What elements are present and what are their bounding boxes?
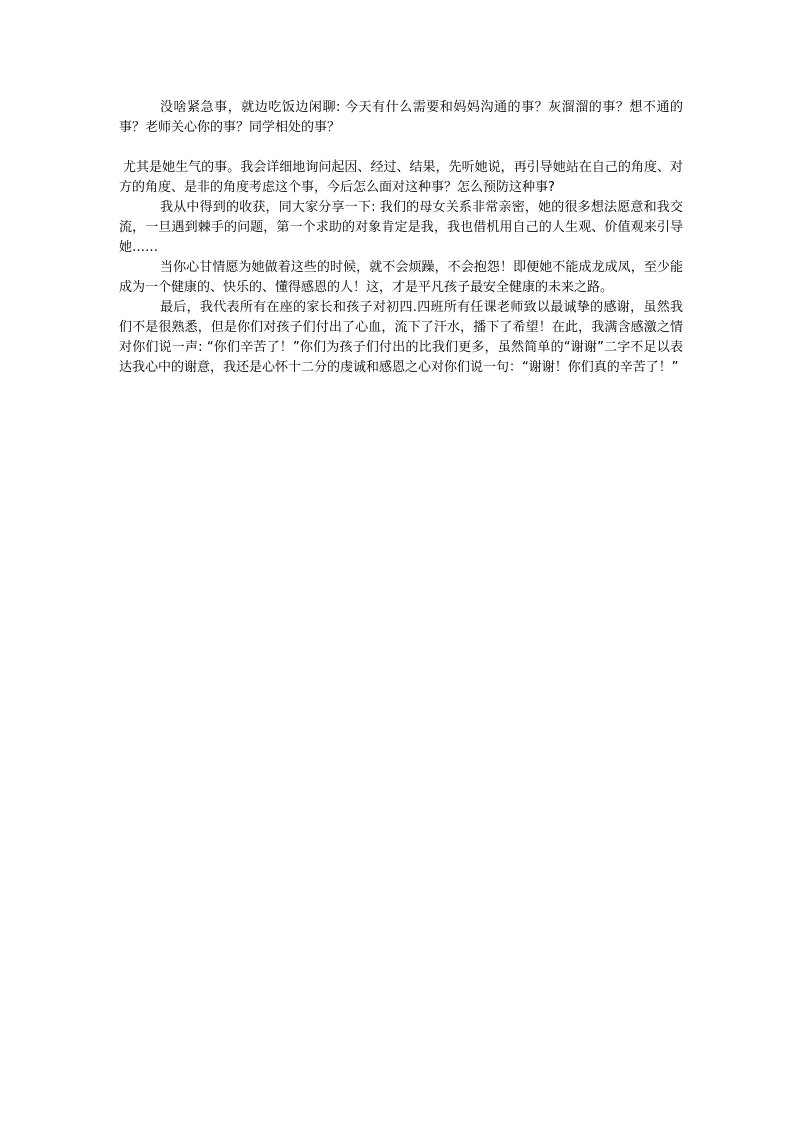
blank-line [119, 138, 683, 158]
paragraph-thanks-teachers: 最后，我代表所有在座的家长和孩子对初四.四班所有任课老师致以最诚挚的感谢，虽然我们不是很熟悉，但是你们对孩子们付出了心血，流下了汗水，播下了希望！在此，我满含感激之情对你们说一声: “你们辛苦了！”你们为孩子们付出的比我们更多，虽然简单的“谢谢”二字不足以表达我心中的谢意，我还是心怀十二分的虔诚和感恩之心对你们说一句：“谢谢！你们真的辛苦了！” [119, 300, 683, 375]
paragraph-angry-matters: 尤其是她生气的事。我会详细地询问起因、经过、结果，先听她说，再引导她站在自己的角度、对方的角度、是非的角度考虑这个事，今后怎么面对这种事？怎么预防这种事? [119, 160, 683, 195]
paragraph-gains-shared: 我从中得到的收获，同大家分享一下: 我们的母女关系非常亲密，她的很多想法愿意和我交流，一旦遇到棘手的问题，第一个求助的对象肯定是我，我也借机用自己的人生观、价值观来引导她…… [119, 200, 683, 255]
document-body [119, 98, 683, 378]
paragraph-willingly: 当你心甘情愿为她做着这些的时候，就不会烦躁，不会抱怨！即便她不能成龙成凤，至少能成为一个健康的、快乐的、懂得感恩的人！这，才是平凡孩子最安全健康的未来之路。 [119, 260, 683, 295]
paragraph-chat-at-meal: 没啥紧急事，就边吃饭边闲聊: 今天有什么需要和妈妈沟通的事？灰溜溜的事？想不通的事？老师关心你的事？同学相处的事？ [119, 100, 683, 135]
